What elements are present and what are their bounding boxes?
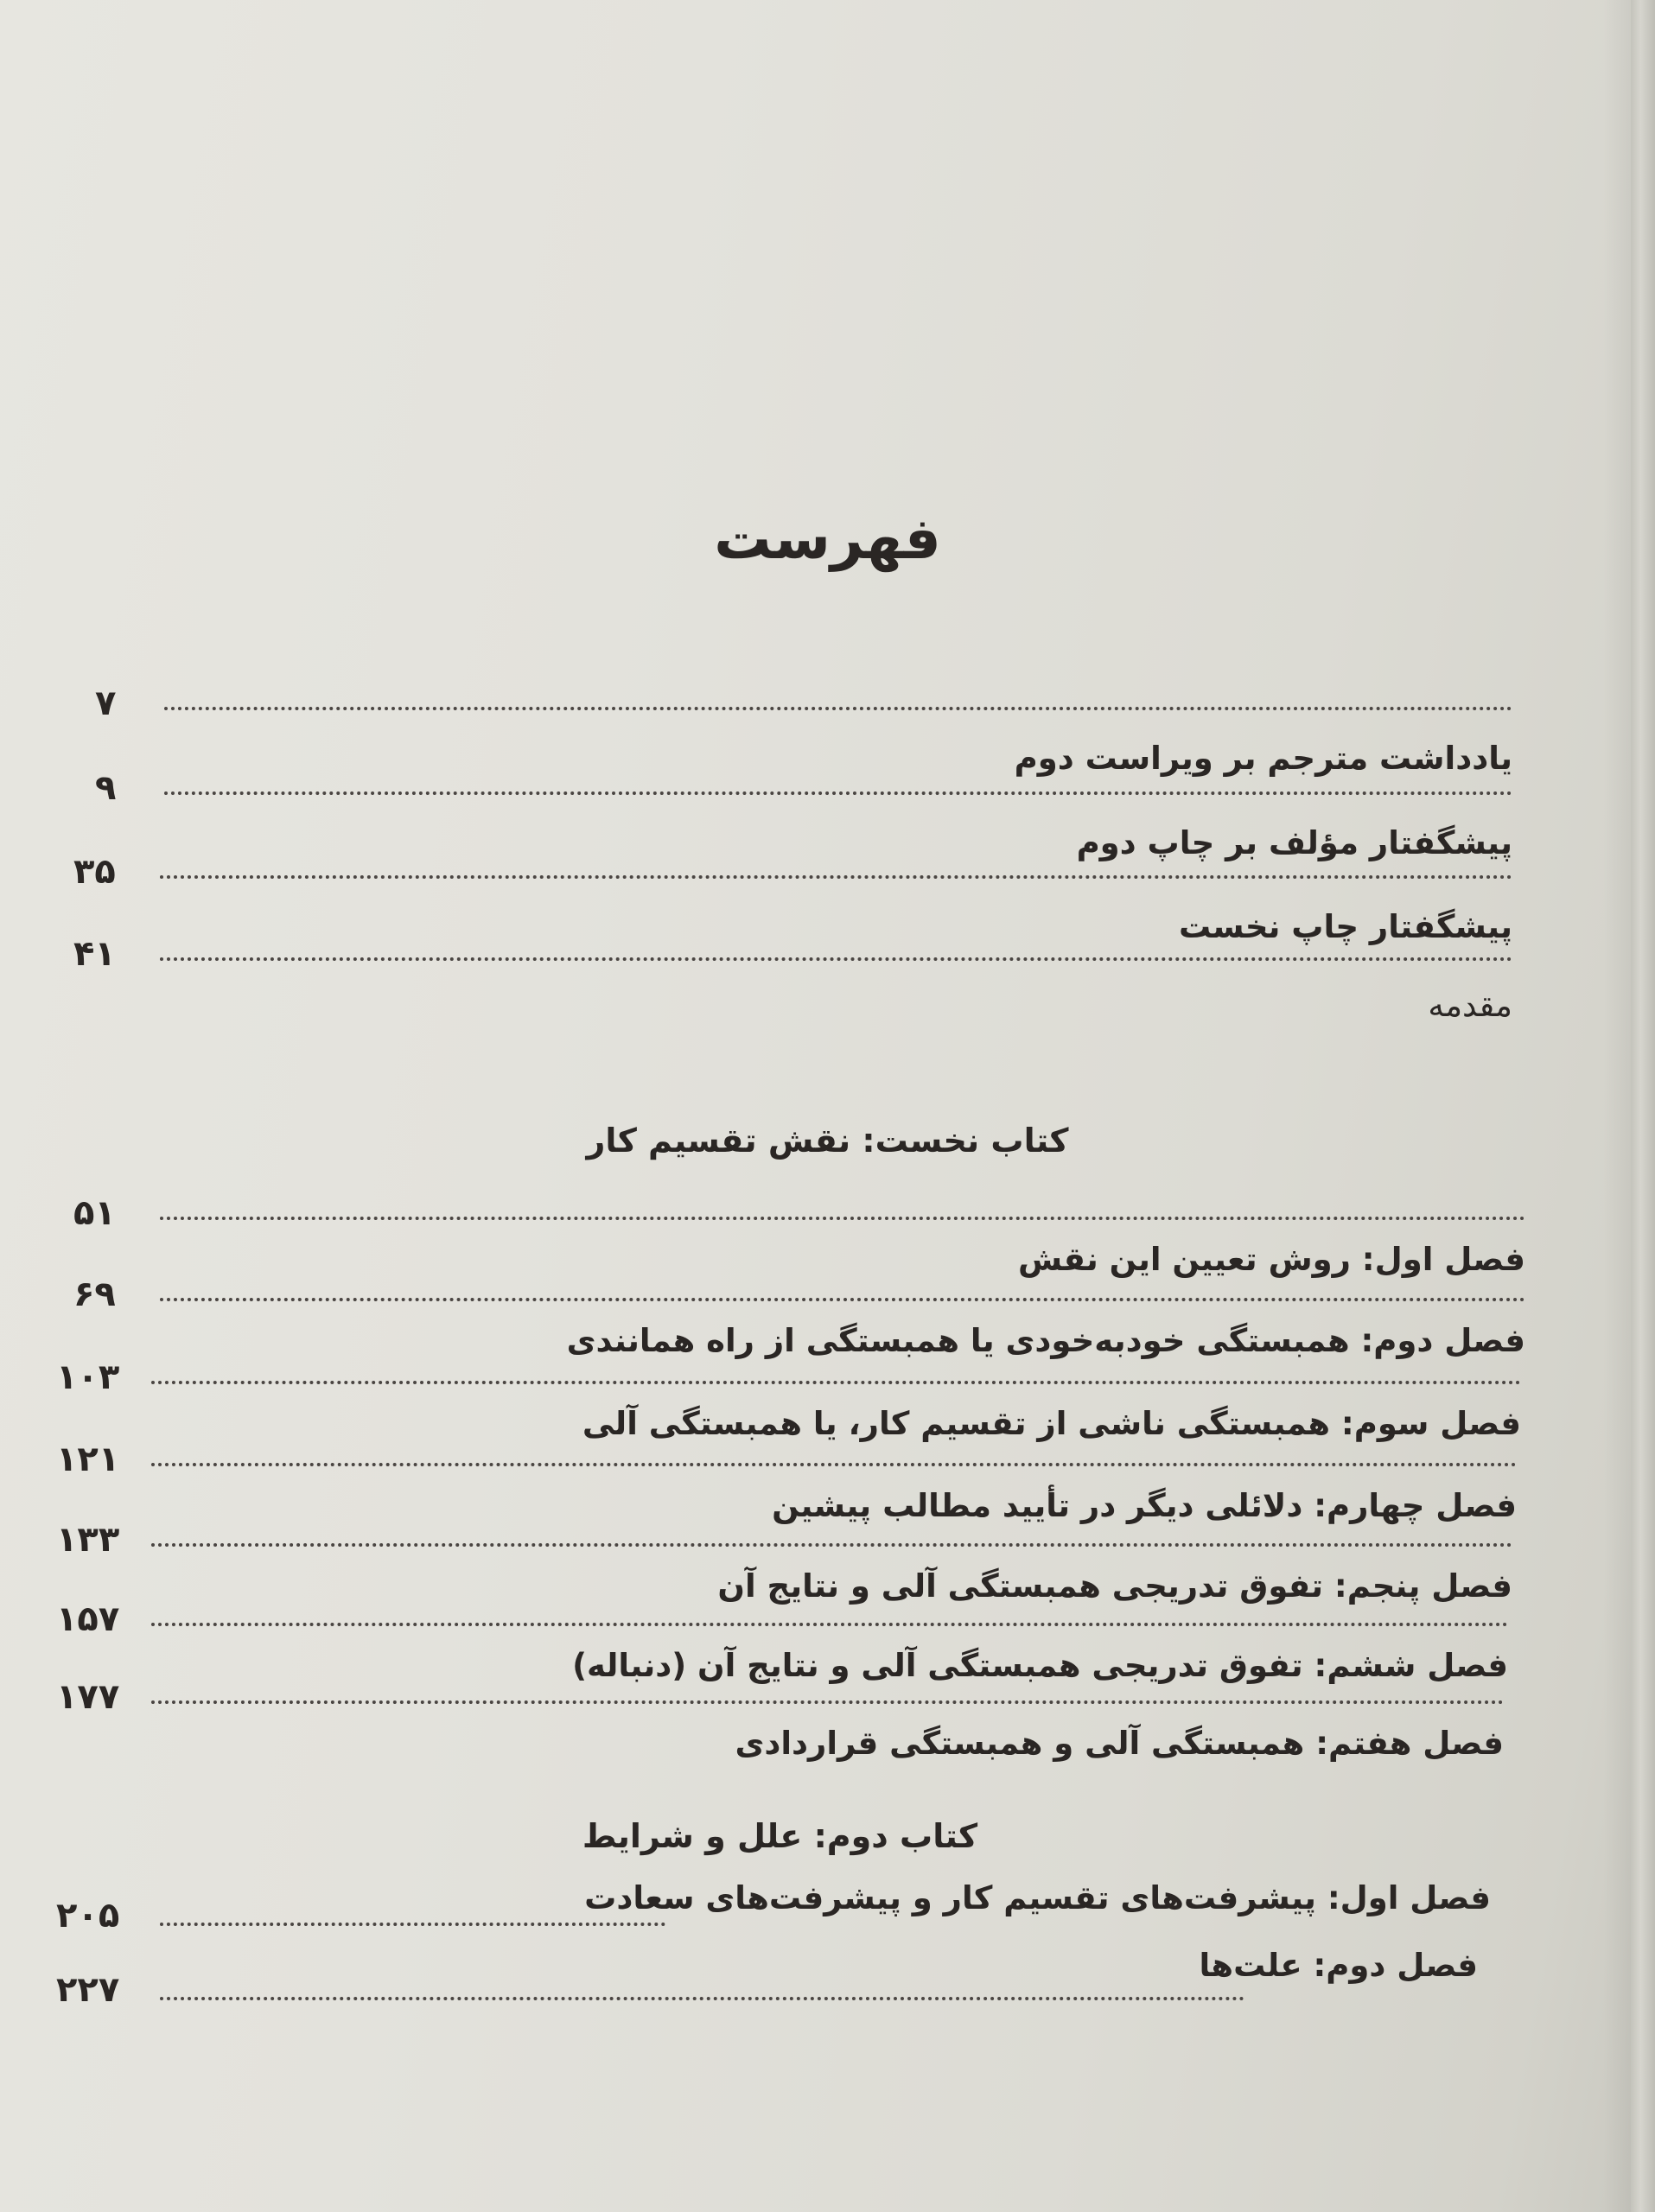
leader-dots bbox=[164, 707, 1512, 710]
leader-dots bbox=[160, 957, 1512, 961]
toc-entry-first-preface bbox=[73, 851, 1512, 945]
page-number: ۱۰۳ bbox=[56, 1357, 120, 1397]
entry-title: یادداشت مترجم بر ویراست دوم bbox=[1014, 740, 1512, 777]
page-number: ۳۵ bbox=[73, 852, 116, 892]
toc-title: فهرست bbox=[714, 505, 941, 572]
leader-dots bbox=[151, 1543, 1512, 1547]
leader-dots bbox=[160, 1997, 1244, 2000]
page-number: ۶۹ bbox=[73, 1274, 116, 1314]
toc-entry-chapter bbox=[56, 1947, 1478, 2016]
page-number: ۱۲۱ bbox=[56, 1440, 120, 1479]
entry-title: فصل چهارم: دلائلی دیگر در تأیید مطالب پیشین bbox=[772, 1487, 1517, 1524]
entry-title: فصل دوم: همبستگی خودبه‌خودی یا همبستگی از راه همانندی bbox=[566, 1322, 1525, 1359]
leader-dots bbox=[160, 1298, 1525, 1301]
page-number: ۱۳۳ bbox=[56, 1520, 120, 1560]
toc-entry-chapter bbox=[56, 1439, 1517, 1524]
book-one-heading: کتاب نخست: نقش تقسیم کار bbox=[586, 1122, 1069, 1160]
page-number: ۷ bbox=[95, 683, 117, 723]
toc-entry-translator-note bbox=[95, 683, 1512, 777]
leader-dots bbox=[151, 1700, 1504, 1704]
entry-title: فصل هفتم: همبستگی آلی و همبستگی قراردادی bbox=[735, 1725, 1504, 1762]
page-number: ۹ bbox=[95, 768, 117, 808]
leader-dots bbox=[151, 1463, 1517, 1466]
entry-title: مقدمه bbox=[1428, 987, 1512, 1024]
toc-entry-chapter bbox=[56, 1519, 1512, 1605]
toc-entry-author-preface-second bbox=[95, 767, 1512, 861]
toc-entry-chapter bbox=[56, 1879, 1491, 1948]
toc-entry-chapter bbox=[56, 1599, 1508, 1684]
leader-dots bbox=[164, 791, 1512, 795]
page-number: ۵۱ bbox=[73, 1193, 116, 1233]
entry-title: پیشگفتار چاپ نخست bbox=[1179, 908, 1512, 945]
toc-entry-introduction bbox=[73, 933, 1512, 1024]
entry-title: فصل ششم: تفوق تدریجی همبستگی آلی و نتایج آن (دنباله) bbox=[572, 1647, 1508, 1684]
toc-entry-chapter bbox=[56, 1357, 1521, 1442]
entry-title: فصل اول: پیشرفت‌های تقسیم کار و پیشرفت‌های سعادت bbox=[584, 1879, 1491, 1916]
entry-title: فصل دوم: علت‌ها bbox=[1199, 1947, 1478, 1984]
page-number: ۲۲۷ bbox=[56, 1970, 120, 2010]
leader-dots bbox=[151, 1623, 1508, 1626]
page-number: ۴۱ bbox=[73, 934, 116, 974]
entry-title: پیشگفتار مؤلف بر چاپ دوم bbox=[1076, 824, 1512, 861]
toc-entry-chapter bbox=[73, 1274, 1525, 1359]
entry-title: فصل سوم: همبستگی ناشی از تقسیم کار، یا همبستگی آلی bbox=[582, 1405, 1521, 1442]
entry-title: فصل پنجم: تفوق تدریجی همبستگی آلی و نتایج آن bbox=[717, 1567, 1512, 1605]
leader-dots bbox=[160, 875, 1512, 879]
toc-entry-chapter bbox=[73, 1192, 1525, 1278]
page-number: ۱۷۷ bbox=[56, 1677, 120, 1717]
leader-dots bbox=[160, 1923, 665, 1926]
toc-entry-chapter bbox=[56, 1676, 1504, 1762]
entry-title: فصل اول: روش تعیین این نقش bbox=[1017, 1241, 1525, 1278]
page-edge bbox=[1631, 0, 1655, 2212]
leader-dots bbox=[160, 1217, 1525, 1220]
page-number: ۲۰۵ bbox=[56, 1896, 120, 1936]
leader-dots bbox=[151, 1381, 1521, 1384]
page-number: ۱۵۷ bbox=[56, 1599, 120, 1639]
book-two-heading: کتاب دوم: علل و شرایط bbox=[582, 1817, 978, 1855]
